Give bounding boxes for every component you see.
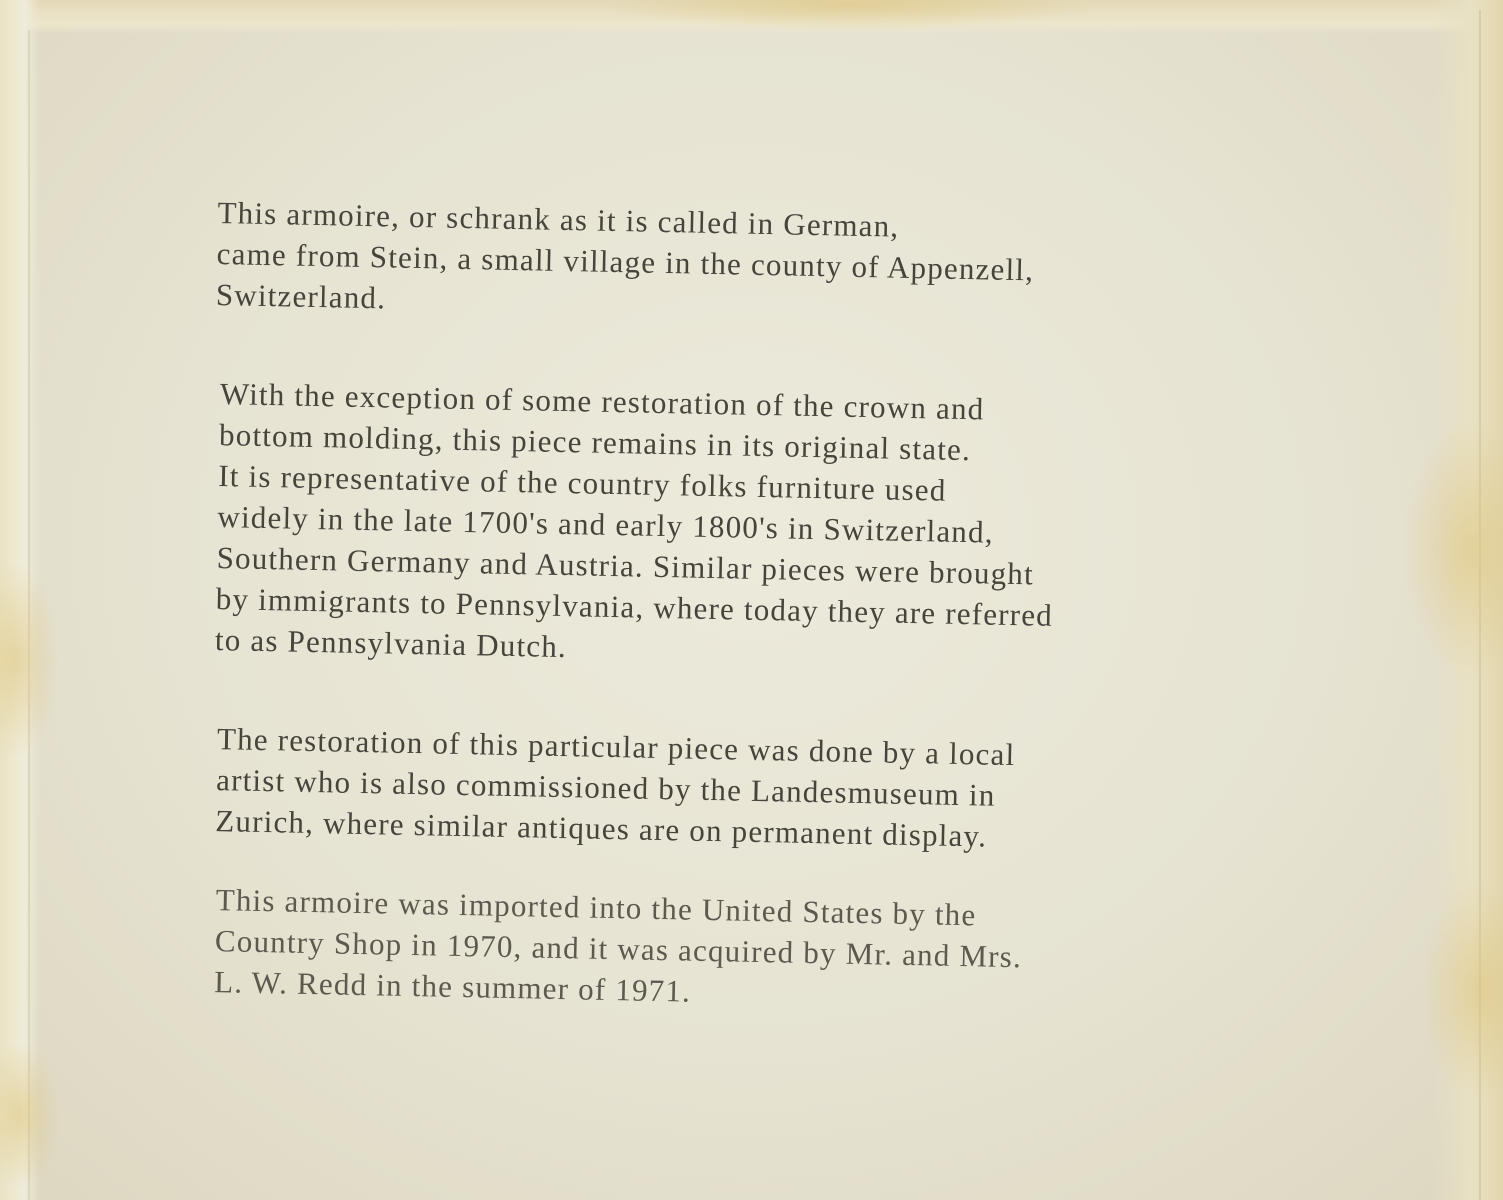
text-line: Country Shop in 1970, and it was acquired by Mr. and Mrs. — [214, 923, 1023, 975]
paper-stain — [0, 560, 60, 760]
text-line: L. W. Redd in the summer of 1971. — [213, 964, 692, 1009]
text-line: It is representative of the country folks furniture used — [217, 458, 947, 508]
text-line: by immigrants to Pennsylvania, where today they are referred — [215, 581, 1054, 633]
paragraph-origin — [216, 192, 1418, 339]
text-line: Switzerland. — [215, 276, 387, 316]
typewritten-text — [201, 192, 1418, 1084]
text-line: artist who is also commissioned by the Landesmuseum in — [215, 762, 996, 813]
text-line: This armoire, or schrank as it is called in German, — [217, 194, 900, 244]
text-line: bottom molding, this piece remains in its original state. — [218, 417, 972, 468]
paper-stain — [1400, 420, 1503, 680]
paragraph-import — [214, 879, 1404, 1026]
text-line: widely in the late 1700's and early 1800's in Switzerland, — [217, 499, 995, 550]
text-line: With the exception of some restoration of the crown and — [219, 376, 985, 427]
paragraph-history — [215, 373, 1415, 684]
text-line: Southern Germany and Austria. Similar pieces were brought — [216, 540, 1035, 592]
text-line: came from Stein, a small village in the county of Appenzell, — [216, 235, 1035, 288]
text-line: to as Pennsylvania Dutch. — [214, 622, 568, 665]
paragraph-restoration — [215, 718, 1407, 865]
text-line: The restoration of this particular piece was done by a local — [216, 721, 1016, 773]
text-line: This armoire was imported into the United States by the — [215, 882, 977, 933]
text-line: Zurich, where similar antiques are on permanent display. — [215, 803, 988, 854]
paper-stain — [0, 1040, 60, 1190]
